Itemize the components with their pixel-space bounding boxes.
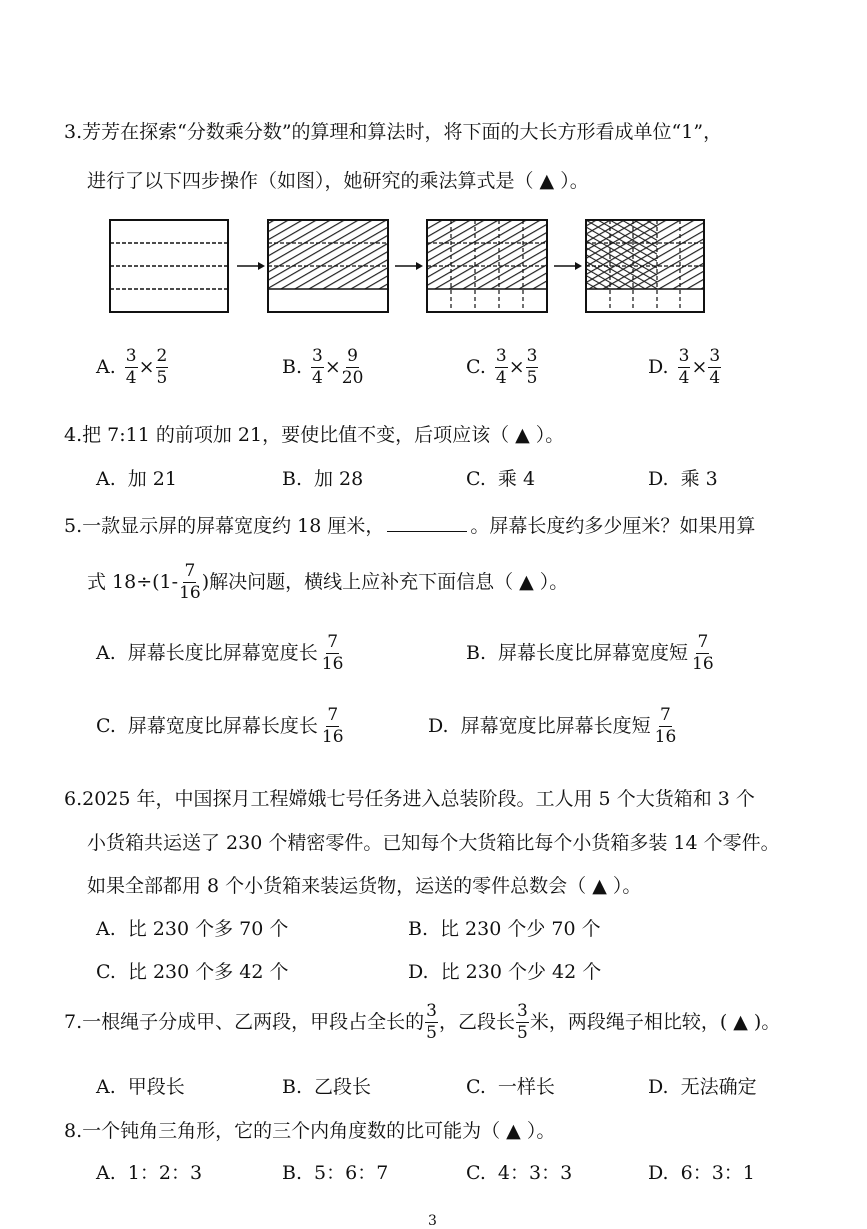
fraction: $\frac{3}{4}$: [709, 346, 721, 388]
figure-step-2: [268, 220, 388, 312]
q8-option-a: A. 1：2：3: [96, 1162, 203, 1184]
q3-option-a: A. $\frac{3}{4}$ × $\frac{2}{5}$: [96, 346, 168, 388]
fraction: $\frac{3}{5}$: [526, 346, 538, 388]
fraction: $\frac{7}{16}$: [321, 632, 344, 674]
q6-option-b: B. 比 230 个少 70 个: [408, 918, 601, 940]
fraction: $\frac{7}{16}$: [692, 632, 714, 674]
q7-option-a: A. 甲段长: [96, 1076, 185, 1098]
fraction: $\frac{3}{4}$: [495, 346, 507, 388]
q4-option-b: B. 加 28: [282, 468, 364, 490]
fraction: $\frac{3}{4}$: [312, 346, 323, 388]
q8-option-d: D. 6：3：1: [648, 1162, 755, 1184]
q5-line1: 5.一款显示屏的屏幕宽度约 18 厘米， 。屏幕长度约多少厘米？如果用算: [64, 515, 756, 537]
q3-option-b: B. $\frac{3}{4}$ × $\frac{9}{20}$: [282, 346, 364, 388]
arrow-icon: [395, 262, 423, 270]
q6-line3: 如果全部都用 8 个小货箱来装运货物，运送的零件总数会（ ▲ ）。: [87, 875, 642, 897]
q5-option-b: B. 屏幕长度比屏幕宽度短 $\frac{7}{16}$: [466, 632, 714, 674]
figure-step-4: [586, 220, 704, 312]
q6-option-d: D. 比 230 个少 42 个: [408, 961, 602, 983]
q6-line2: 小货箱共运送了 230 个精密零件。已知每个大货箱比每个小货箱多装 14 个零件。: [87, 832, 780, 854]
arrow-icon: [554, 262, 582, 270]
q4-option-a: A. 加 21: [96, 468, 177, 490]
q5-option-a: A. 屏幕长度比屏幕宽度长 $\frac{7}{16}$: [96, 632, 344, 674]
fraction: $\frac{3}{4}$: [125, 346, 137, 388]
q7-option-c: C. 一样长: [466, 1076, 555, 1098]
q3-figure: [0, 208, 867, 328]
q8-line1: 8.一个钝角三角形，它的三个内角度数的比可能为（ ▲ ）。: [64, 1120, 556, 1142]
q7-option-b: B. 乙段长: [282, 1076, 372, 1098]
q3-line2: 进行了以下四步操作（如图），她研究的乘法算式是（ ▲ ）。: [87, 170, 589, 192]
arrow-icon: [237, 262, 265, 270]
q6-line1: 6.2025 年，中国探月工程嫦娥七号任务进入总装阶段。工人用 5 个大货箱和 3 个: [64, 788, 755, 810]
page-number: 3: [428, 1213, 437, 1229]
fraction: $\frac{9}{20}$: [341, 346, 364, 388]
answer-blank: [387, 515, 467, 532]
fraction: $\frac{7}{16}$: [654, 705, 677, 747]
q6-option-c: C. 比 230 个多 42 个: [96, 961, 289, 983]
q8-option-c: C. 4：3：3: [466, 1162, 573, 1184]
q3-option-c: C. $\frac{3}{4}$ × $\frac{3}{5}$: [466, 346, 538, 388]
q4-option-c: C. 乘 4: [466, 468, 536, 490]
figure-step-1: [110, 220, 228, 312]
fraction: $\frac{2}{5}$: [156, 346, 168, 388]
fraction: $\frac{3}{5}$: [516, 1001, 528, 1043]
fraction: $\frac{3}{4}$: [678, 346, 690, 388]
q5-option-c: C. 屏幕宽度比屏幕长度长 $\frac{7}{16}$: [96, 705, 344, 747]
q3-option-d: D. $\frac{3}{4}$ × $\frac{3}{4}$: [648, 346, 721, 388]
q4-line1: 4.把 7:11 的前项加 21，要使比值不变，后项应该（ ▲ ）。: [64, 424, 565, 446]
q7-option-d: D. 无法确定: [648, 1076, 757, 1098]
fraction: $\frac{3}{5}$: [426, 1001, 437, 1043]
q3-line1: 3.芳芳在探索“分数乘分数”的算理和算法时，将下面的大长方形看成单位“1”，: [64, 121, 723, 143]
q5-option-d: D. 屏幕宽度比屏幕长度短 $\frac{7}{16}$: [428, 705, 677, 747]
figure-step-3: [427, 220, 547, 312]
q5-line2: 式 18÷(1- $\frac{7}{16}$ )解决问题，横线上应补充下面信息（ ▲ ）。: [87, 561, 569, 603]
q6-option-a: A. 比 230 个多 70 个: [96, 918, 289, 940]
q4-option-d: D. 乘 3: [648, 468, 718, 490]
fraction: $\frac{7}{16}$: [321, 705, 344, 747]
q7-line1: 7.一根绳子分成甲、乙两段，甲段占全长的 $\frac{3}{5}$ ，乙段长 $\frac{3}{5}$ 米，两段绳子相比较，( ▲ )。: [64, 1001, 781, 1043]
fraction: $\frac{7}{16}$: [179, 561, 201, 603]
q8-option-b: B. 5：6：7: [282, 1162, 389, 1184]
